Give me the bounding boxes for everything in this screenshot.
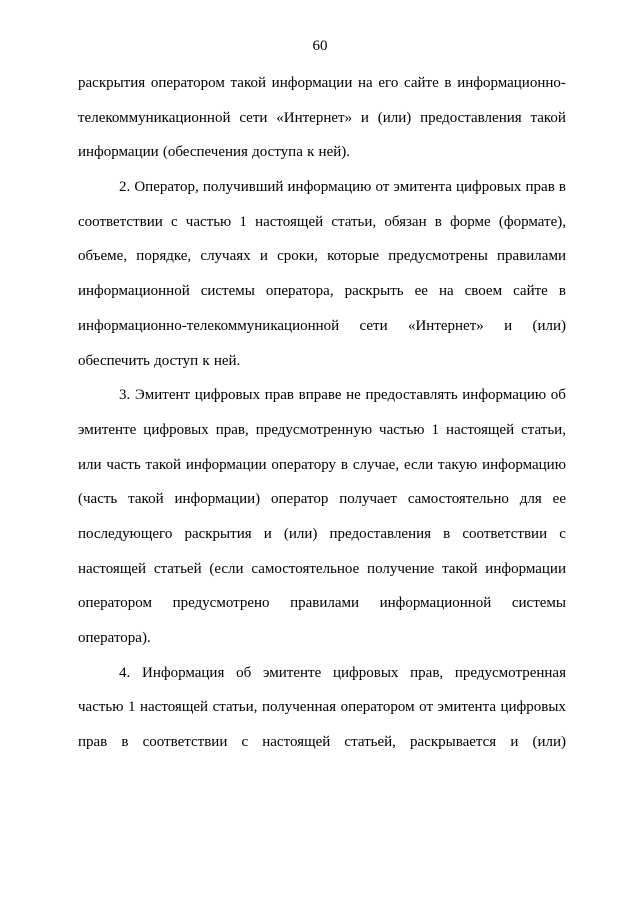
paragraph	[78, 72, 566, 176]
text-line: частью 1 настоящей статьи, полученная оператором от эмитента цифровых	[78, 699, 566, 716]
paragraph	[78, 176, 566, 384]
text-line: 2. Оператор, получивший информацию от эмитента цифровых прав в	[119, 179, 566, 196]
text-line: или часть такой информации оператору в случае, если такую информацию	[78, 456, 566, 473]
text-line: телекоммуникационной сети «Интернет» и (или) предоставления такой	[78, 109, 566, 126]
text-line: информации (обеспечения доступа к ней).	[78, 144, 351, 161]
paragraph	[78, 384, 566, 662]
text-line: объеме, порядке, случаях и сроки, которые предусмотрены правилами	[78, 248, 566, 265]
text-line: эмитенте цифровых прав, предусмотренную частью 1 настоящей статьи,	[78, 421, 566, 438]
text-line: оператора).	[78, 630, 151, 646]
page-number: 60	[312, 38, 328, 54]
text-line: информационной системы оператора, раскрыть ее на своем сайте в	[78, 283, 566, 300]
paragraph	[78, 662, 566, 766]
text-line: 3. Эмитент цифровых прав вправе не предоставлять информацию об	[119, 387, 566, 404]
text-line: 4. Информация об эмитенте цифровых прав, предусмотренная	[119, 664, 566, 681]
text-line: оператором предусмотрено правилами информационной системы	[78, 595, 566, 612]
text-line: раскрытия оператором такой информации на его сайте в информационно-	[78, 75, 566, 91]
text-line: настоящей статьей (если самостоятельное получение такой информации	[78, 560, 566, 577]
text-line: соответствии с частью 1 настоящей статьи, обязан в форме (формате),	[78, 213, 566, 230]
document-body	[78, 72, 566, 766]
text-line: последующего раскрытия и (или) предоставления в соответствии с	[78, 525, 566, 542]
text-line: (часть такой информации) оператор получает самостоятельно для ее	[78, 491, 566, 508]
text-line: прав в соответствии с настоящей статьей, раскрывается и (или)	[78, 734, 566, 751]
text-line: обеспечить доступ к ней.	[78, 352, 241, 369]
text-line: информационно-телекоммуникационной сети «Интернет» и (или)	[78, 317, 566, 334]
